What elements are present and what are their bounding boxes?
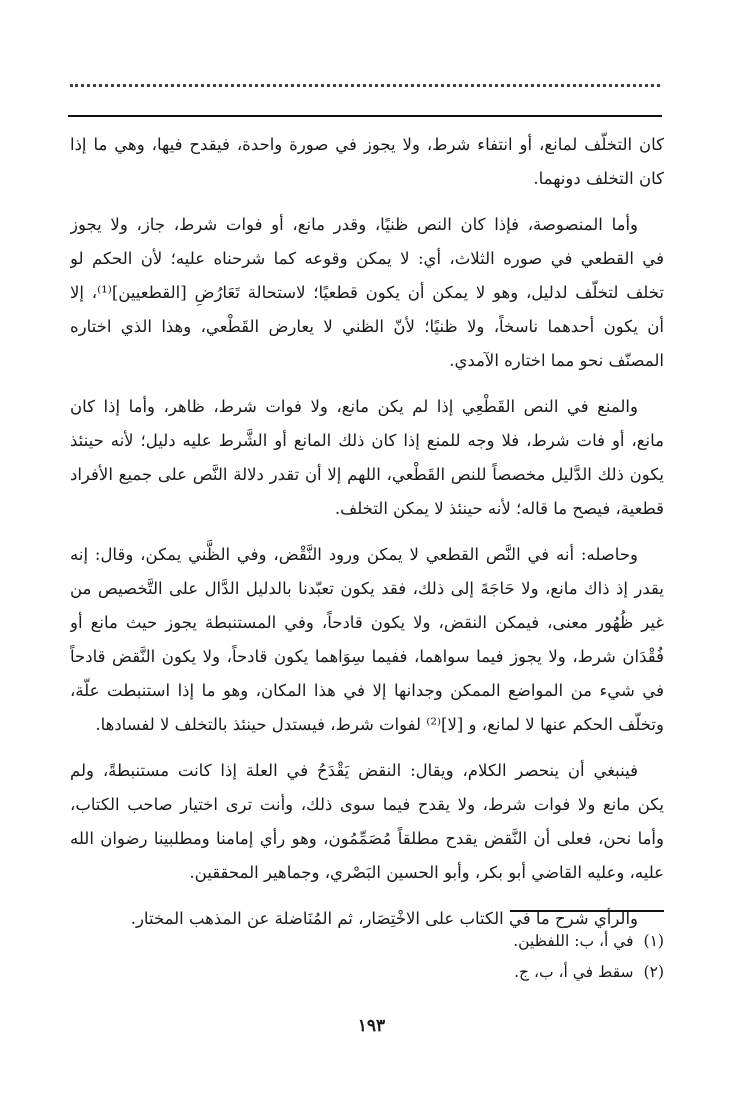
text-line: يكن مانع ولا فوات شرط، ولا يقدح فيما سوى ذلك، وأنت ترى اختيار صاحب الكتاب، [70,795,664,814]
text-line: في القطعي في صوره الثلاث، أي: لا يمكن وقوعه كما شرحناه عليه؛ لأن الحكم لو [70,249,664,268]
footnote-number: (٢) [643,963,664,981]
text-line: والمنع في النص القَطْعِي إذا لم يكن مانع، ولا فوات شرط، ظاهر، وأما إذا كان [70,397,638,416]
text-line: فُقْدَان شرط، ولا يجوز فيما سواهما، ففيما سِوَاهما يكون قادحاً، ولا يكون النَّقض قادحاً [70,647,664,666]
text-line: وتخلّف الحكم عنها لا لمانع، و [لا]⁽²⁾ لفوات شرط، فيستدل حينئذ بالتخلف لا لفسادها. [95,715,664,734]
paragraph [70,128,664,196]
text-line: يكون ذلك الدَّليل مخصصاً للنص القَطْعي، اللهم إلا أن تقدر دلالة النَّص على جميع الأفراد [70,465,664,484]
text-line: قطعية، فيصح ما قاله؛ لأنه حينئذ لا يمكن التخلف. [334,499,664,518]
footnote-separator [510,910,664,912]
footnote-number: (١) [643,932,664,950]
text-line: تخلف لتخلّف لدليل، وهو لا يمكن أن يكون قطعيًا؛ لاستحالة تَعَارُضِ [القطعيين]⁽¹⁾، إلا [70,283,664,302]
footnote [300,957,664,988]
text-line: كان التخلّف لمانع، أو انتفاء شرط، ولا يجوز في صورة واحدة، فيقدح فيها، وهي ما إذا [70,135,664,154]
text-line: مانع، أو فات شرط، فلا وجه للمنع إذا كان ذلك المانع أو الشَّرط عليه دليل؛ لأنه حينئذ [70,431,664,450]
footnotes [300,926,664,988]
header-rule [68,115,662,117]
footnote [300,926,664,957]
text-line: عليه، وعليه القاضي أبو بكر، وأبو الحسين البَصْري، وجماهير المحققين. [189,863,664,882]
text-line: أن يكون أحدهما ناسخاً، ولا ظنيًا؛ لأنّ الظني لا يعارض القَطْعي، وهذا الذي اختاره [70,317,664,336]
text-line: وأما نحن، فعلى أن النَّقض يقدح مطلقاً مُصَمِّمُون، وهو رأي إمامنا ومطلبينا رضوان الله [70,829,664,848]
paragraph [70,208,664,378]
text-line: كان التخلف دونهما. [533,169,664,188]
paragraph [70,390,664,526]
paragraph [70,538,664,742]
text-line: يقدر إذ ذاك مانع، ولا حَاجَةَ إلى ذلك، فقد يكون تعبّدنا بالدليل الدَّال على التَّخصيص من [70,579,664,598]
header-dotted-line [70,84,660,99]
text-line: غير ظُهُور معنى، فيمكن النقض، ولا يكون قادحاً، وفي المستنبطة يجوز حيث مانع أو [70,613,664,632]
main-text [70,128,664,948]
text-line: فينبغي أن ينحصر الكلام، ويقال: النقض يَقْدَحُ في العلة إذا كانت مستنبطةً، ولم [70,761,638,780]
footnote-text: في أ، ب: اللفظين. [513,932,634,950]
text-line: وحاصله: أنه في النَّص القطعي لا يمكن ورود النَّقْض، وفي الظَّني يمكن، وقال: إنه [70,545,638,564]
paragraph [70,754,664,890]
text-line: المصنّف نحو مما اختاره الآمدي. [449,351,664,370]
text-line: والرأي شرح ما في الكتاب على الاخْتِصَار، ثم المُنَاضلة عن المذهب المختار. [130,909,638,928]
footnote-text: سقط في أ، ب، ج. [514,963,634,981]
page-number: ١٩٣ [357,1016,386,1036]
text-line: وأما المنصوصة، فإذا كان النص ظنيًا، وقدر مانع، أو فوات شرط، جاز، ولا يجوز [70,215,638,234]
text-line: في شيء من المواضع الممكن وجدانها إلا في هذا المكان، وهو ما إذا استنبطت علّة، [70,681,664,700]
